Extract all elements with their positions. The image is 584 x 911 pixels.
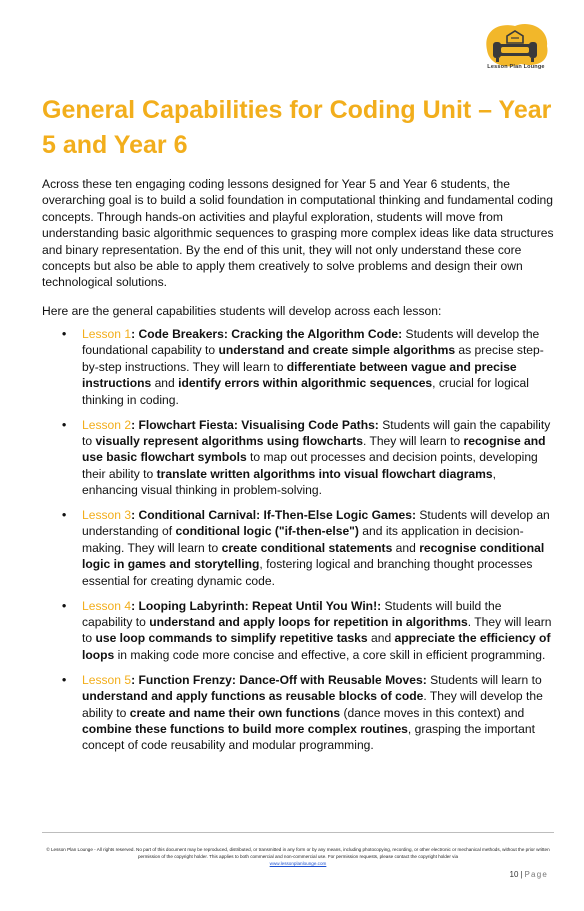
lesson-item (62, 507, 554, 589)
lesson-item (62, 326, 554, 408)
lesson-label: Lesson 3 (82, 508, 132, 523)
copyright-text: © Lesson Plan Lounge - All rights reserved. No part of this document may be reproduced, distributed, or transmitted in any form or by any means, including photocopying, recording, or other electronic or mechanical methods, without the prior written permission of the copyright holder. This applies to both commercial and non-commercial use. For permission requests, please contact the copyright holder via (46, 847, 550, 859)
lesson-text: (dance moves in this context) and (340, 705, 525, 720)
lesson-text: Students will develop the foundational capability to (82, 327, 540, 358)
lesson-text-bold: recognise and use basic flowchart symbols (82, 433, 546, 465)
lesson-text: . They will develop the ability to (82, 689, 543, 720)
lesson-text-bold: recognise conditional logic in games and storytelling (82, 540, 545, 572)
lesson-text: , fostering logical and branching thought processes essential for creating dynamic code. (82, 557, 533, 588)
lesson-item (62, 672, 554, 754)
page-number (510, 870, 548, 879)
lesson-text-bold: visually represent algorithms using flowcharts (95, 433, 363, 448)
lesson-item (62, 598, 554, 664)
website-link[interactable]: www.lessonplanlounge.com (269, 861, 327, 866)
lesson-text: . They will learn to (82, 615, 552, 646)
copyright-notice (46, 846, 550, 867)
bullet-icon: • (62, 327, 67, 341)
lesson-text: , grasping the important concept of code reusability and modular programming. (82, 721, 535, 753)
lesson-text-bold: appreciate the efficiency of loops (82, 631, 551, 662)
lesson-text: , crucial for logical thinking in coding. (82, 376, 529, 407)
lesson-text: Students will learn to (426, 672, 542, 687)
lesson-title: : Flowchart Fiesta: Visualising Code Paths: (131, 417, 379, 432)
lesson-label: Lesson 5 (82, 672, 132, 687)
lesson-title: : Function Frenzy: Dance-Off with Reusable Moves: (131, 672, 427, 687)
bullet-icon: • (62, 598, 67, 613)
page-separator: | (520, 870, 523, 879)
lesson-text: Students will build the capability to (82, 598, 502, 629)
lesson-text: Students will develop an understanding of (82, 508, 550, 539)
page-title: General Capabilities for Coding Unit – Year 5 and Year 6 (42, 96, 552, 159)
lesson-text-bold: understand and apply functions as reusable blocks of code (82, 689, 424, 704)
bullet-icon: • (62, 508, 67, 523)
lesson-label: Lesson 1 (82, 327, 132, 341)
intro-paragraph: Across these ten engaging coding lessons designed for Year 5 and Year 6 students, the overarching goal is to build a solid foundation in computational thinking and fundamental coding concepts. Through hands-on activities and playful exploration, students will move from understanding basic algorithmic sequences to grasping more complex ideas like data structures and binary representation. By the end of this unit, they will not only understand these core concepts but also be able to apply them creatively to solve problems and design their own technological solutions. (42, 177, 554, 290)
lesson-text: and (367, 631, 395, 646)
lesson-title: : Conditional Carnival: If-Then-Else Logic Games: (131, 508, 416, 523)
lesson-text: , enhancing visual thinking in problem-solving. (82, 466, 497, 498)
footer-divider (42, 832, 554, 833)
lesson-text-bold: create and name their own functions (129, 705, 341, 720)
lesson-text-bold: differentiate between vague and precise instructions (82, 359, 517, 391)
lesson-list (62, 326, 554, 762)
lesson-text: as precise step-by-step instructions. They will learn to (82, 343, 544, 374)
lesson-text: in making code more concise and effective, a core skill in efficient programming. (114, 647, 546, 662)
page-word: Page (524, 870, 548, 879)
lesson-label: Lesson 4 (82, 598, 132, 613)
lesson-text: and its application in decision-making. They will learn to (82, 524, 524, 555)
lesson-title: : Code Breakers: Cracking the Algorithm Code: (131, 327, 403, 341)
lesson-text-bold: understand and create simple algorithms (218, 343, 456, 358)
logo-caption: Lesson Plan Lounge (487, 64, 545, 70)
lesson-text-bold: combine these functions to build more complex routines (82, 721, 408, 736)
bullet-icon: • (62, 672, 67, 687)
lesson-text: and (392, 540, 420, 555)
lesson-text: and (151, 376, 179, 391)
lesson-text-bold: conditional logic ("if-then-else") (175, 524, 359, 539)
lead-sentence: Here are the general capabilities students will develop across each lesson: (42, 304, 442, 318)
page-number-value: 10 (509, 870, 519, 879)
lesson-text: Students will gain the capability to (82, 417, 551, 448)
lesson-text-bold: identify errors within algorithmic sequences (178, 376, 433, 391)
lesson-label: Lesson 2 (82, 417, 132, 432)
lesson-title: : Looping Labyrinth: Repeat Until You Win!: (131, 598, 382, 613)
lesson-text-bold: use loop commands to simplify repetitive tasks (95, 631, 368, 646)
lesson-text-bold: translate written algorithms into visual flowchart diagrams (156, 466, 493, 481)
lesson-text-bold: create conditional statements (221, 540, 393, 555)
lesson-item (62, 417, 554, 499)
bullet-icon: • (62, 417, 67, 432)
lesson-text: . They will learn to (362, 433, 464, 448)
lesson-text: to map out processes and decision points, developing their ability to (82, 450, 538, 481)
lesson-text-bold: understand and apply loops for repetition in algorithms (149, 615, 468, 629)
